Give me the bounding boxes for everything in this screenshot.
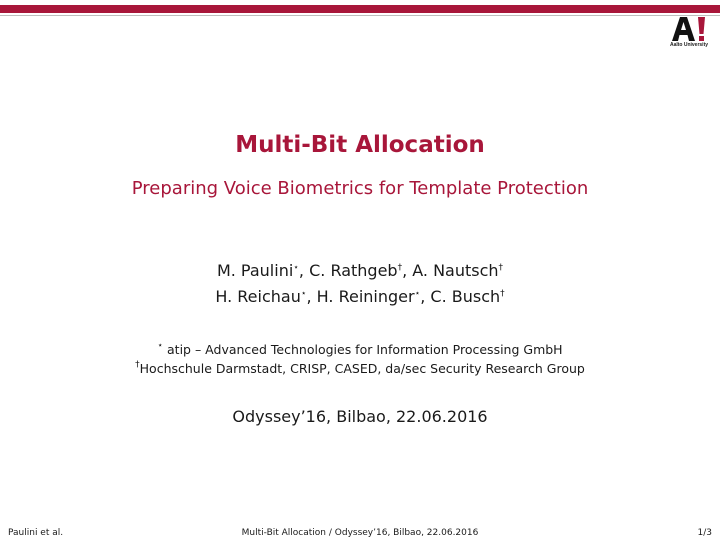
affiliation-line: [0, 340, 720, 359]
affiliation-mark: ⋆: [414, 289, 421, 299]
affiliation-line: [0, 359, 720, 378]
header-divider: [0, 15, 720, 16]
header-accent-bar: [0, 5, 720, 13]
affiliation-mark: †: [397, 263, 403, 273]
event-info: Odyssey’16, Bilbao, 22.06.2016: [232, 407, 488, 426]
slide-subtitle: Preparing Voice Biometrics for Template Protection: [131, 178, 589, 199]
affiliation-mark: ⋆: [293, 263, 299, 273]
author-name: A. Nautsch: [412, 261, 499, 280]
author-name: H. Reininger: [316, 287, 415, 306]
separator: ,: [402, 261, 413, 280]
affiliation-mark: †: [498, 263, 504, 273]
footer-authors: Paulini et al.: [8, 528, 64, 538]
author-name: C. Busch: [430, 287, 501, 306]
affiliation-mark: ⋆: [157, 341, 164, 351]
author-name: H. Reichau: [215, 287, 301, 306]
logo-text: Aalto University: [669, 42, 709, 48]
affiliation-text: Hochschule Darmstadt, CRISP, CASED, da/sec Security Research Group: [139, 361, 585, 376]
affiliation-text: atip – Advanced Technologies for Information Processing GmbH: [163, 342, 563, 357]
author-line-1: [0, 258, 720, 284]
slide-title: Multi-Bit Allocation: [235, 132, 485, 158]
affiliation-mark: †: [135, 360, 140, 370]
separator: ,: [298, 261, 310, 280]
separator: ,: [306, 287, 317, 306]
separator: ,: [420, 287, 431, 306]
author-name: M. Paulini: [216, 261, 294, 280]
slide-footer: [0, 528, 720, 540]
author-list: [0, 258, 720, 310]
affiliation-mark: ⋆: [300, 289, 307, 299]
author-name: C. Rathgeb: [309, 261, 398, 280]
footer-title: Multi-Bit Allocation / Odyssey’16, Bilbao, 22.06.2016: [241, 528, 479, 538]
author-line-2: [0, 284, 720, 310]
affiliation-mark: †: [500, 289, 505, 299]
university-logo: [664, 16, 714, 52]
affiliation-list: [0, 340, 720, 378]
page-number: 1/3: [697, 528, 712, 538]
aalto-logo-icon: [670, 16, 708, 42]
